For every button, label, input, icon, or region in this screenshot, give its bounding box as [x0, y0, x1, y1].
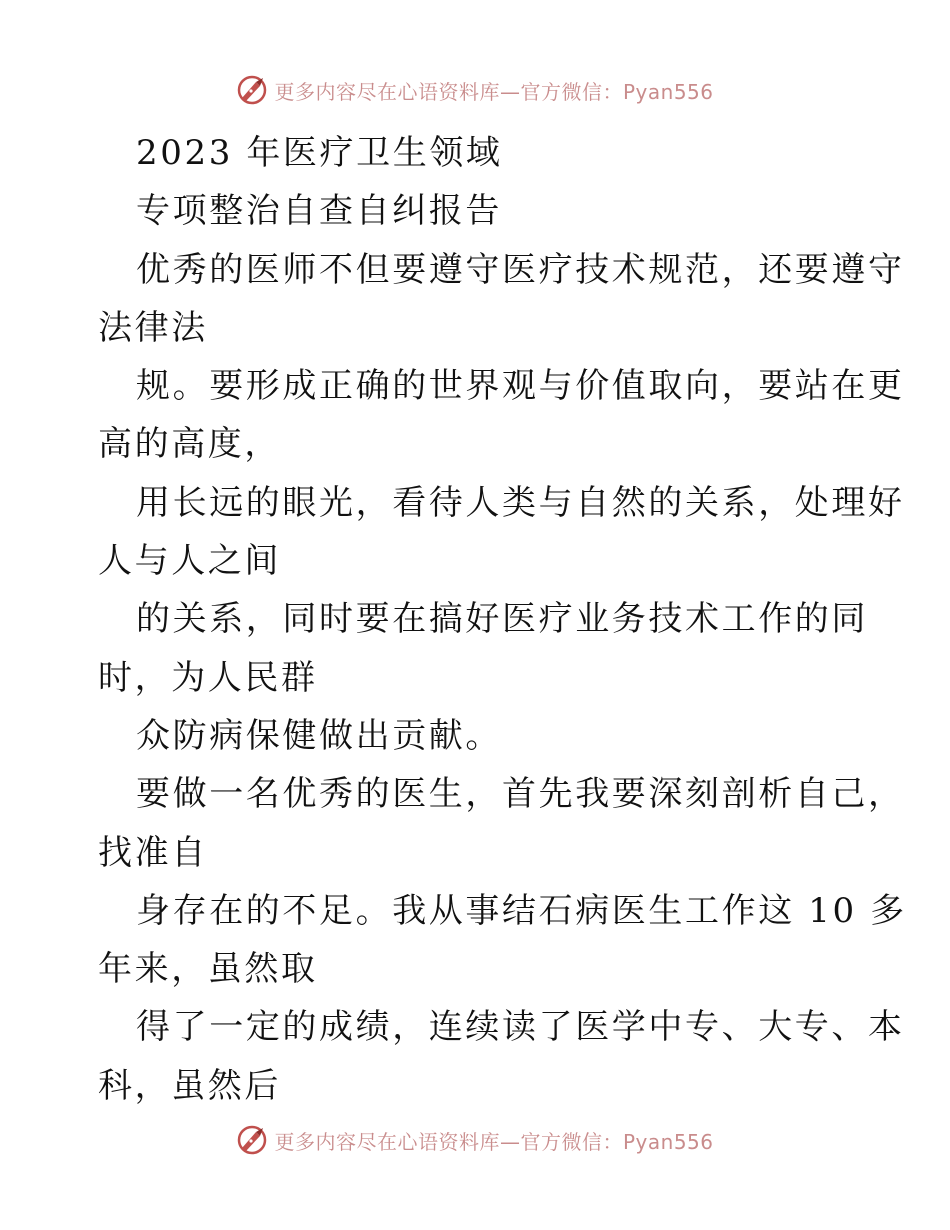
text-line: 得了一定的成绩，连续读了医学中专、大专、本: [136, 1007, 905, 1048]
text-line: 高的高度，: [98, 424, 281, 465]
document-body: [98, 124, 907, 1115]
text-line: 用长远的眼光，看待人类与自然的关系，处理好: [136, 482, 905, 523]
watermark-account-label: 官方微信：: [520, 79, 623, 104]
text-line: 的关系，同时要在搞好医疗业务技术工作的同: [136, 599, 868, 640]
text-line: 法律法: [98, 307, 208, 348]
pen-nib-logo-icon: [236, 1124, 268, 1156]
text-line: 人与人之间: [98, 541, 281, 582]
text-line: 2023 年医疗卫生领域: [136, 133, 503, 173]
footer-watermark: [0, 1120, 950, 1160]
pen-nib-logo-icon: [236, 74, 268, 106]
text-line: 找准自: [98, 832, 208, 873]
watermark-account-id: Pyan556: [622, 79, 714, 104]
watermark-title: 更多内容尽在心语资料库: [274, 79, 500, 104]
watermark-account-label: 官方微信：: [520, 1129, 623, 1154]
text-line: 众防病保健做出贡献。: [136, 715, 502, 756]
watermark-separator: —: [499, 1129, 521, 1154]
text-line: 年来，虽然取: [98, 949, 318, 990]
watermark-separator: —: [499, 79, 521, 104]
header-watermark: [0, 70, 950, 110]
text-line: 时，为人民群: [98, 657, 318, 698]
text-line: 专项整治自查自纠报告: [136, 191, 502, 232]
text-line: 要做一名优秀的医生，首先我要深刻剖析自己，: [136, 774, 905, 815]
watermark-text: [274, 76, 713, 105]
text-line: 身存在的不足。我从事结石病医生工作这 10 多: [136, 890, 907, 931]
text-line: 科，虽然后: [98, 1065, 281, 1106]
watermark-title: 更多内容尽在心语资料库: [274, 1129, 500, 1154]
watermark-account-id: Pyan556: [622, 1129, 714, 1154]
watermark-text: [274, 1126, 713, 1155]
text-line: 优秀的医师不但要遵守医疗技术规范，还要遵守: [136, 249, 905, 290]
text-line: 规。要形成正确的世界观与价值取向，要站在更: [136, 366, 905, 407]
